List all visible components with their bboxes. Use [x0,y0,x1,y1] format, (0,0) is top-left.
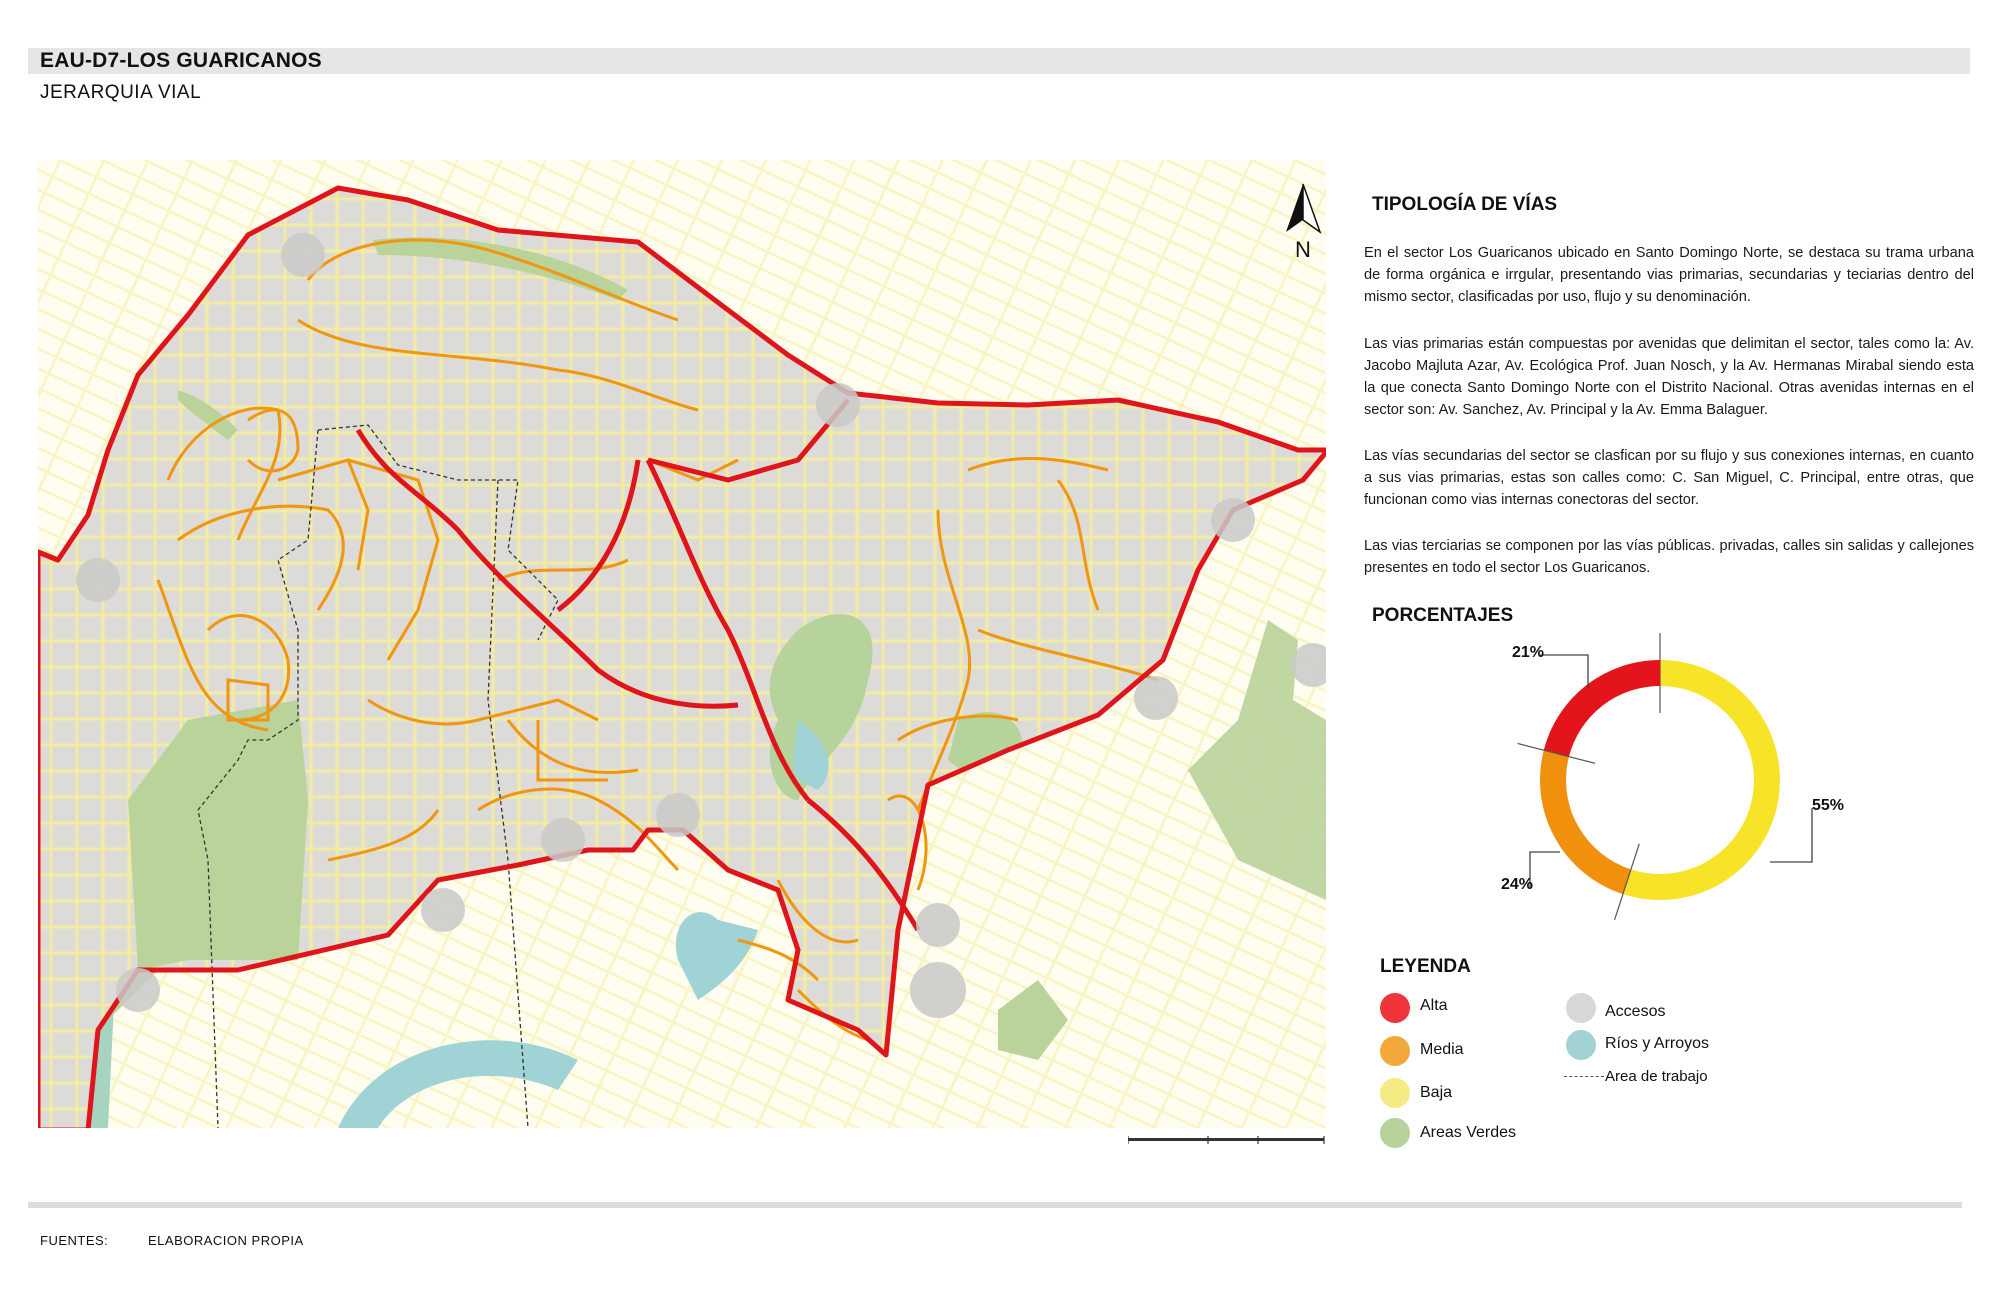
footer-sources-value: ELABORACION PROPIA [148,1233,304,1248]
footer-divider [28,1202,1962,1208]
legend-label-areas-verdes: Areas Verdes [1420,1124,1517,1141]
leader-line [1540,655,1588,688]
leader-line [1770,808,1812,862]
north-arrow [1278,182,1328,267]
page-subtitle: JERARQUIA VIAL [40,82,202,103]
pct-label-baja: 55% [1812,797,1845,814]
legend-swatch-baja [1380,1078,1410,1108]
access-point [281,233,325,277]
pct-label-alta: 21% [1512,644,1545,661]
legend-label-alta: Alta [1420,997,1448,1014]
legend-swatch-area-trabajo [1564,1076,1604,1077]
donut-slice-alta [1556,673,1660,753]
donut-slice-baja [1627,673,1767,887]
access-point [541,818,585,862]
north-arrow-icon [1278,182,1328,262]
access-point [76,558,120,602]
access-point [421,888,465,932]
legend-label-rios: Ríos y Arroyos [1605,1035,1710,1052]
legend-swatch-rios [1566,1030,1596,1060]
legend-swatch-alta [1380,993,1410,1023]
map-panel [38,160,1326,1128]
typology-paragraph-2: Las vias primarias están compuestas por avenidas que delimitan el sector, tales como la: Av. Jacobo Majluta Azar, Av. Ecológica Prof. Juan Nosch, y la Av. Hermanas Mirabal siendo esta la que conecta Santo Domingo Norte con el Distrito Nacional. Otras avenidas internas en el sector son: Av. Sanchez, Av. Principal y la Av. Emma Balaguer. [1364,336,1974,418]
percentages-heading: PORCENTAJES [1372,605,1514,626]
access-point [656,793,700,837]
pct-label-media: 24% [1501,876,1534,893]
scale-bar [1128,1132,1328,1167]
legend-label-accesos: Accesos [1605,1003,1666,1020]
legend-heading: LEYENDA [1380,956,1471,977]
legend-swatch-areas-verdes [1380,1118,1410,1148]
access-point [116,968,160,1012]
access-point [816,383,860,427]
legend-label-baja: Baja [1420,1084,1453,1101]
legend-swatch-media [1380,1036,1410,1066]
footer-sources-label: FUENTES: [40,1233,109,1248]
leader-line [1530,852,1560,888]
typology-heading: TIPOLOGÍA DE VÍAS [1372,194,1558,215]
north-label: N [1295,237,1311,262]
access-point [1134,676,1178,720]
typology-paragraph-3: Las vías secundarias del sector se clasfican por su flujo y sus conexiones internas, en cuanto a sus vias primarias, estas son calles como: C. San Miguel, C. Principal, entre otras, que funcionan como vias internas conectoras del sector. [1364,448,1974,508]
access-point [1211,498,1255,542]
donut-slice-media [1553,753,1627,881]
access-point [916,903,960,947]
legend-label-area-trabajo: Area de trabajo [1605,1068,1708,1085]
legend-swatch-accesos [1566,993,1596,1023]
page-title: EAU-D7-LOS GUARICANOS [40,49,322,72]
access-point [910,962,966,1018]
road-hierarchy-map [38,160,1326,1128]
typology-paragraph-1: En el sector Los Guaricanos ubicado en Santo Domingo Norte, se destaca su trama urbana de forma orgánica e irrgular, presentando vias primarias, secundarias y teciarias dentro del mismo sector, clasificadas por uso, flujo y su denominación. [1364,245,1974,305]
donut-chart [1500,630,1820,925]
legend-label-media: Media [1420,1041,1464,1058]
typology-paragraph-4: Las vias terciarias se componen por las vías públicas. privadas, calles sin salidas y callejones presentes en todo el sector Los Guaricanos. [1364,538,1974,576]
